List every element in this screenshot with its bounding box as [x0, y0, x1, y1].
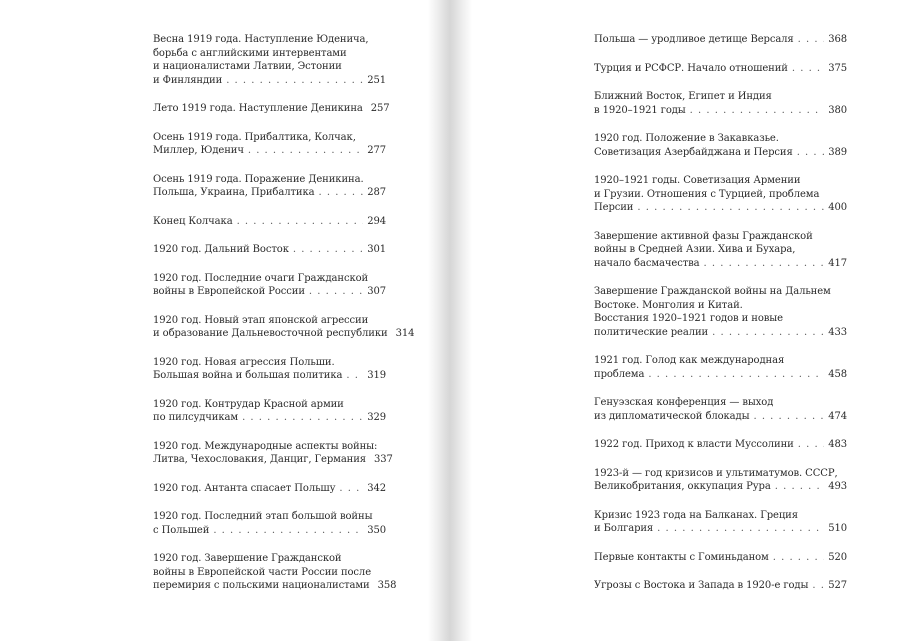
- dot-leader: [309, 285, 363, 299]
- toc-entry-title-line: Миллер, Юденич: [153, 145, 244, 156]
- toc-entry-title-line: перемирия с польскими националистами: [153, 580, 370, 591]
- toc-entry-last-line: [153, 579, 397, 593]
- toc-entry-title-line: Восстания 1920–1921 годов и новые: [594, 313, 783, 324]
- dot-leader: [226, 74, 363, 88]
- toc-list-right: [594, 33, 847, 608]
- page-number: 329: [367, 412, 386, 423]
- toc-entry-title-line: 1920 год. Новый этап японской агрессии: [153, 314, 369, 326]
- toc-entry-last-line: [594, 326, 847, 340]
- dot-leader: [704, 257, 825, 271]
- toc-entry-last-line: [594, 522, 847, 536]
- toc-entry: [594, 354, 847, 381]
- toc-entry-last-line: [594, 201, 847, 215]
- toc-entry-title-line: войны в Европейской России: [153, 286, 305, 297]
- toc-entry-title-line: с Польшей: [153, 524, 210, 536]
- toc-entry: [153, 215, 386, 229]
- toc-entry-title-line: Кризис 1923 года на Балканах. Греция: [594, 509, 798, 521]
- dot-leader: [773, 551, 824, 565]
- page-number: 433: [828, 326, 847, 338]
- page-number: 287: [367, 187, 386, 198]
- toc-entry: [153, 243, 386, 257]
- toc-entry-title-line: 1920 год. Дальний Восток: [153, 244, 289, 255]
- toc-entry-title-line: Весна 1919 года. Наступление Юденича,: [153, 34, 369, 45]
- page-number: 358: [377, 580, 397, 591]
- dot-leader: [339, 482, 363, 496]
- page-number: 380: [828, 104, 847, 116]
- dot-leader: [242, 411, 363, 425]
- page-number: 251: [367, 74, 386, 86]
- toc-entry: [153, 314, 415, 341]
- page-number: 350: [367, 524, 386, 536]
- toc-entry-last-line: [594, 257, 847, 271]
- dot-leader: [812, 579, 824, 593]
- toc-entry-last-line: [153, 186, 386, 200]
- toc-entry-title-line: Первые контакты с Гоминьданом: [594, 551, 769, 563]
- dot-leader: [248, 144, 363, 158]
- page-number: 277: [367, 145, 386, 156]
- toc-entry: [594, 467, 847, 494]
- toc-entry-last-line: [153, 453, 393, 467]
- toc-entry-title-line: и Грузии. Отношения с Турцией, проблема: [594, 188, 820, 200]
- page-number: 294: [367, 215, 386, 227]
- toc-entry-title-line: 1920 год. Контрудар Красной армии: [153, 398, 344, 410]
- toc-entry-title-line: 1921 год. Голод как международная: [594, 355, 785, 366]
- toc-entry-title-line: Осень 1919 года. Прибалтика, Колчак,: [153, 131, 356, 143]
- toc-entry: [594, 33, 847, 47]
- toc-entry-title-line: Большая война и большая политика: [153, 370, 343, 381]
- page-number: 389: [828, 146, 847, 158]
- toc-entry-last-line: [594, 410, 847, 424]
- toc-entry: [153, 482, 386, 496]
- page-number: 527: [828, 580, 847, 591]
- dot-leader: [293, 243, 363, 257]
- page-number: 319: [367, 370, 386, 381]
- gutter-shadow: [428, 0, 450, 641]
- toc-entry-title-line: Конец Колчака: [153, 215, 233, 227]
- toc-entry-title-line: из дипломатической блокады: [594, 410, 750, 422]
- toc-entry-title-line: 1920 год. Последние очаги Гражданской: [153, 272, 369, 284]
- page-number: 342: [367, 482, 386, 494]
- dot-leader: [213, 524, 363, 538]
- toc-entry-last-line: [153, 369, 386, 383]
- toc-entry: [153, 356, 386, 383]
- dot-leader: [237, 215, 364, 229]
- toc-entry: [153, 102, 390, 116]
- toc-entry-title-line: 1920 год. Последний этап большой войны: [153, 511, 373, 522]
- toc-entry-title-line: Востоке. Монголия и Китай.: [594, 299, 743, 311]
- toc-entry: [153, 398, 386, 425]
- toc-entry-title-line: и Финляндии: [153, 74, 223, 86]
- toc-entry-title-line: Польша — уродливое детище Версаля: [594, 34, 794, 45]
- toc-entry-last-line: [594, 104, 847, 118]
- toc-entry-title-line: Великобритания, оккупация Рура: [594, 481, 771, 492]
- page-number: 307: [367, 286, 386, 297]
- toc-entry-last-line: [153, 215, 386, 229]
- page-number: 375: [828, 62, 847, 74]
- toc-entry: [153, 173, 386, 200]
- toc-entry-title-line: 1923-й — год кризисов и ультиматумов. СССР,: [594, 467, 838, 479]
- dot-leader: [318, 186, 363, 200]
- dot-leader: [798, 438, 824, 452]
- toc-entry-last-line: [153, 524, 386, 538]
- dot-leader: [753, 410, 824, 424]
- toc-entry: [594, 396, 847, 423]
- toc-entry-title-line: 1920 год. Новая агрессия Польши.: [153, 356, 335, 368]
- page-number: 314: [395, 328, 415, 339]
- page-number: 474: [828, 410, 847, 422]
- toc-entry-title-line: и националистами Латвии, Эстонии: [153, 61, 342, 72]
- dot-leader: [637, 201, 824, 215]
- toc-entry-title-line: 1922 год. Приход к власти Муссолини: [594, 439, 794, 450]
- toc-entry: [594, 551, 847, 565]
- toc-entry-title-line: 1920 год. Международные аспекты войны:: [153, 440, 378, 452]
- page-number: 257: [370, 103, 390, 114]
- toc-entry-last-line: [594, 146, 847, 160]
- toc-entry-title-line: Ближний Восток, Египет и Индия: [594, 91, 772, 102]
- toc-entry-title-line: Персии: [594, 202, 634, 213]
- dot-leader: [346, 369, 363, 383]
- toc-entry-title-line: и образование Дальневосточной республики: [153, 328, 388, 339]
- page-number: 520: [828, 551, 847, 563]
- toc-entry-title-line: Литва, Чехословакия, Данциг, Германия: [153, 454, 367, 465]
- toc-entry-title-line: Генуэзская конференция — выход: [594, 397, 774, 408]
- toc-entry-title-line: Угрозы с Востока и Запада в 1920-е годы: [594, 580, 809, 591]
- toc-entry: [153, 131, 386, 158]
- toc-entry-title-line: Турция и РСФСР. Начало отношений: [594, 62, 788, 74]
- toc-entry-last-line: [153, 285, 386, 299]
- toc-entry: [594, 62, 847, 76]
- toc-entry: [594, 438, 847, 452]
- toc-entry-title-line: Завершение Гражданской войны на Дальнем: [594, 286, 831, 297]
- toc-entry-last-line: [153, 102, 390, 116]
- toc-entry-last-line: [594, 579, 847, 593]
- page-number: 400: [828, 202, 847, 213]
- right-page: [450, 0, 900, 641]
- toc-entry-title-line: по пилсудчикам: [153, 412, 239, 423]
- dot-leader: [775, 480, 824, 494]
- toc-entry-title-line: борьба с английскими интервентами: [153, 47, 347, 59]
- toc-entry: [594, 285, 847, 339]
- toc-entry-last-line: [594, 438, 847, 452]
- dot-leader: [792, 62, 824, 76]
- toc-entry-title-line: Лето 1919 года. Наступление Деникина: [153, 103, 363, 114]
- toc-entry-title-line: Советизация Азербайджана и Персия: [594, 146, 793, 158]
- page-number: 337: [374, 454, 393, 465]
- toc-entry-title-line: в 1920–1921 годы: [594, 104, 686, 116]
- toc-entry: [594, 174, 847, 215]
- toc-entry-last-line: [153, 243, 386, 257]
- toc-entry-last-line: [594, 62, 847, 76]
- page-number: 458: [828, 368, 847, 380]
- toc-entry-title-line: войны в Европейской части России после: [153, 566, 372, 578]
- toc-entry-title-line: 1920 год. Антанта спасает Польшу: [153, 482, 336, 494]
- toc-entry: [594, 132, 847, 159]
- toc-entry: [153, 510, 386, 537]
- toc-entry-last-line: [594, 551, 847, 565]
- toc-entry: [153, 440, 393, 467]
- toc-entry-title-line: Осень 1919 года. Поражение Деникина.: [153, 173, 364, 185]
- dot-leader: [798, 33, 825, 47]
- page-number: 417: [828, 257, 847, 269]
- toc-entry-title-line: Завершение активной фазы Гражданской: [594, 230, 813, 242]
- toc-entry-last-line: [594, 480, 847, 494]
- toc-entry-title-line: политические реалии: [594, 326, 709, 338]
- toc-entry-last-line: [153, 74, 386, 88]
- toc-entry-last-line: [153, 144, 386, 158]
- dot-leader: [648, 368, 824, 382]
- page-number: 493: [828, 481, 847, 492]
- toc-entry-last-line: [594, 368, 847, 382]
- dot-leader: [657, 522, 824, 536]
- gutter-shadow: [450, 0, 472, 641]
- dot-leader: [712, 326, 824, 340]
- toc-entry-title-line: 1920–1921 годы. Советизация Армении: [594, 175, 801, 186]
- toc-entry-title-line: Польша, Украина, Прибалтика: [153, 187, 315, 198]
- page-number: 301: [367, 244, 386, 255]
- page-number: 368: [828, 34, 847, 45]
- page-number: 483: [828, 439, 847, 450]
- toc-entry-title-line: 1920 год. Положение в Закавказье.: [594, 133, 779, 144]
- toc-entry: [594, 509, 847, 536]
- toc-entry-last-line: [153, 327, 415, 341]
- toc-entry-title-line: войны в Средней Азии. Хива и Бухара,: [594, 244, 796, 255]
- page-number: 510: [828, 523, 847, 534]
- toc-entry: [594, 230, 847, 271]
- toc-entry-last-line: [594, 33, 847, 47]
- toc-entry-last-line: [153, 411, 386, 425]
- toc-entry-last-line: [153, 482, 386, 496]
- toc-entry-title-line: проблема: [594, 368, 645, 380]
- toc-entry-title-line: 1920 год. Завершение Гражданской: [153, 553, 342, 564]
- toc-entry: [153, 33, 386, 87]
- toc-entry: [153, 552, 397, 593]
- dot-leader: [797, 146, 825, 160]
- toc-entry: [594, 579, 847, 593]
- toc-list-left: [153, 33, 415, 608]
- toc-entry-title-line: и Болгария: [594, 523, 654, 534]
- dot-leader: [690, 104, 825, 118]
- toc-entry: [153, 272, 386, 299]
- toc-entry-title-line: начало басмачества: [594, 257, 700, 269]
- toc-entry: [594, 90, 847, 117]
